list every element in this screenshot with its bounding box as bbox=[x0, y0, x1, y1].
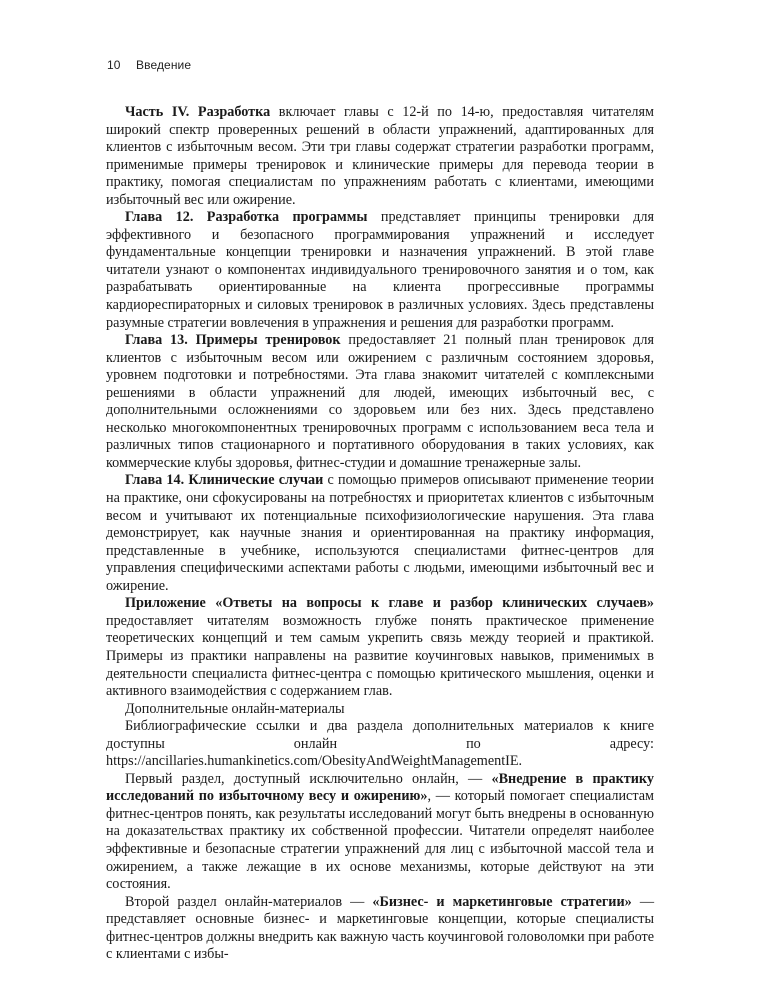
running-header bbox=[107, 58, 191, 72]
page-number: 10 bbox=[107, 58, 121, 72]
second-section-text: — представляет основные бизнес- и маркетинговые концепции, которые специалисты фитнес-центров должны внедрить как важную часть коучинговой головоломки при работе с клиентами с избы- bbox=[106, 893, 655, 963]
body-text bbox=[106, 104, 654, 964]
chapter-13-text: предоставляет 21 полный план тренировок для клиентов с избыточным весом или ожирением с различным состоянием здоровья, уровнем подготовки и потребностями. Эта глава знакомит читателей с комплексными решениями в области упражнений для людей, имеющих избыточный вес, с дополнительными осложнениями со здоровьем или без них. Здесь представлено несколько многокомпонентных тренировочных программ с использованием веса тела и различных типов стационарного и портативного оборудования в таких условиях, как коммерческие клубы здоровья, фитнес-студии и домашние тренажерные залы. bbox=[106, 332, 654, 471]
chapter-12-heading: Глава 12. Разработка программы bbox=[125, 209, 368, 226]
paragraph-chapter-13 bbox=[106, 332, 654, 472]
appendix-text: предоставляет читателям возможность глубже понять практическое применение теоретических концепций и тем самым укрепить связь между теорией и практикой. Примеры из практики направлены на развитие коучинговых навыков, применимых в деятельности специалиста фитнес-центра с помощью критического мышления, оценки и активного взаимодействия с содержанием глав. bbox=[106, 612, 654, 700]
chapter-12-text: представляет принципы тренировки для эффективного и безопасного программирования упражнений и исследует фундаментальные концепции тренировки и назначения упражнений. В этой главе читатели узнают о компонентах индивидуального тренировочного занятия и о том, как разрабатывать ориентированные на клиента прогрессивные программы кардиореспираторных и силовых тренировок в различных условиях. Здесь представлены разумные стратегии вовлечения в упражнения и решения для разработки программ. bbox=[106, 209, 654, 331]
chapter-13-heading: Глава 13. Примеры тренировок bbox=[125, 332, 341, 349]
paragraph-online-materials-heading bbox=[106, 701, 654, 719]
section-title: Введение bbox=[136, 58, 192, 72]
first-section-text: , — который помогает специалистам фитнес-центров понять, как результаты исследований могут быть внедрены в основанную на доказательствах практику их собственной профессии. Читатели определят наиболее эффективные и безопасные стратегии упражнений для лиц с избыточной массой тела и ожирением, а также лежащие в их основе механизмы, которые действуют на эти состояния. bbox=[106, 788, 654, 893]
part-iv-text: включает главы с 12-й по 14-ю, предоставляя читателям широкий спектр проверенных решений в области упражнений, адаптированных для клиентов с избыточным весом. Эти три главы содержат стратегии разработки программ, применимые примеры тренировок и клинические примеры для перевода теории в практику, помогая специалистам по упражнениям работать с клиентами, имеющими избыточный вес или ожирение. bbox=[106, 104, 654, 208]
paragraph-chapter-12 bbox=[106, 209, 654, 332]
appendix-heading: Приложение «Ответы на вопросы к главе и разбор клинических случаев» bbox=[125, 595, 654, 612]
second-section-title: «Бизнес- и маркетинговые стратегии» bbox=[372, 893, 632, 910]
online-materials-heading: Дополнительные онлайн-материалы bbox=[125, 700, 345, 717]
first-section-intro: Первый раздел, доступный исключительно онлайн, — bbox=[125, 770, 492, 787]
paragraph-second-section bbox=[106, 894, 654, 964]
second-section-intro: Второй раздел онлайн-материалов — bbox=[125, 893, 373, 910]
paragraph-appendix bbox=[106, 595, 654, 700]
paragraph-first-section bbox=[106, 771, 654, 894]
paragraph-chapter-14 bbox=[106, 472, 654, 595]
paragraph-online-links bbox=[106, 718, 654, 771]
paragraph-part-iv bbox=[106, 104, 654, 209]
chapter-14-heading: Глава 14. Клинические случаи bbox=[125, 472, 324, 489]
online-links-text: Библиографические ссылки и два раздела дополнительных материалов к книге доступны онлайн по адресу: https://ancillaries.humankinetics.com/ObesityAndWeightManagementIE. bbox=[106, 718, 654, 770]
first-section-title: «Внедрение в практику исследований по избыточному весу и ожирению» bbox=[106, 770, 654, 805]
part-iv-heading: Часть IV. Разработка bbox=[125, 104, 271, 120]
chapter-14-text: с помощью примеров описывают применение теории на практике, они сфокусированы на потребностях и приоритетах клиентов с избыточным весом и учитывают их потенциальные психофизиологические нарушения. Эта глава демонстрирует, как научные знания и ориентированная на практику информация, представленные в учебнике, используются специалистами фитнес-центров для управления специфическими аспектами работы с людьми, имеющими избыточный вес и ожирение. bbox=[106, 472, 655, 594]
